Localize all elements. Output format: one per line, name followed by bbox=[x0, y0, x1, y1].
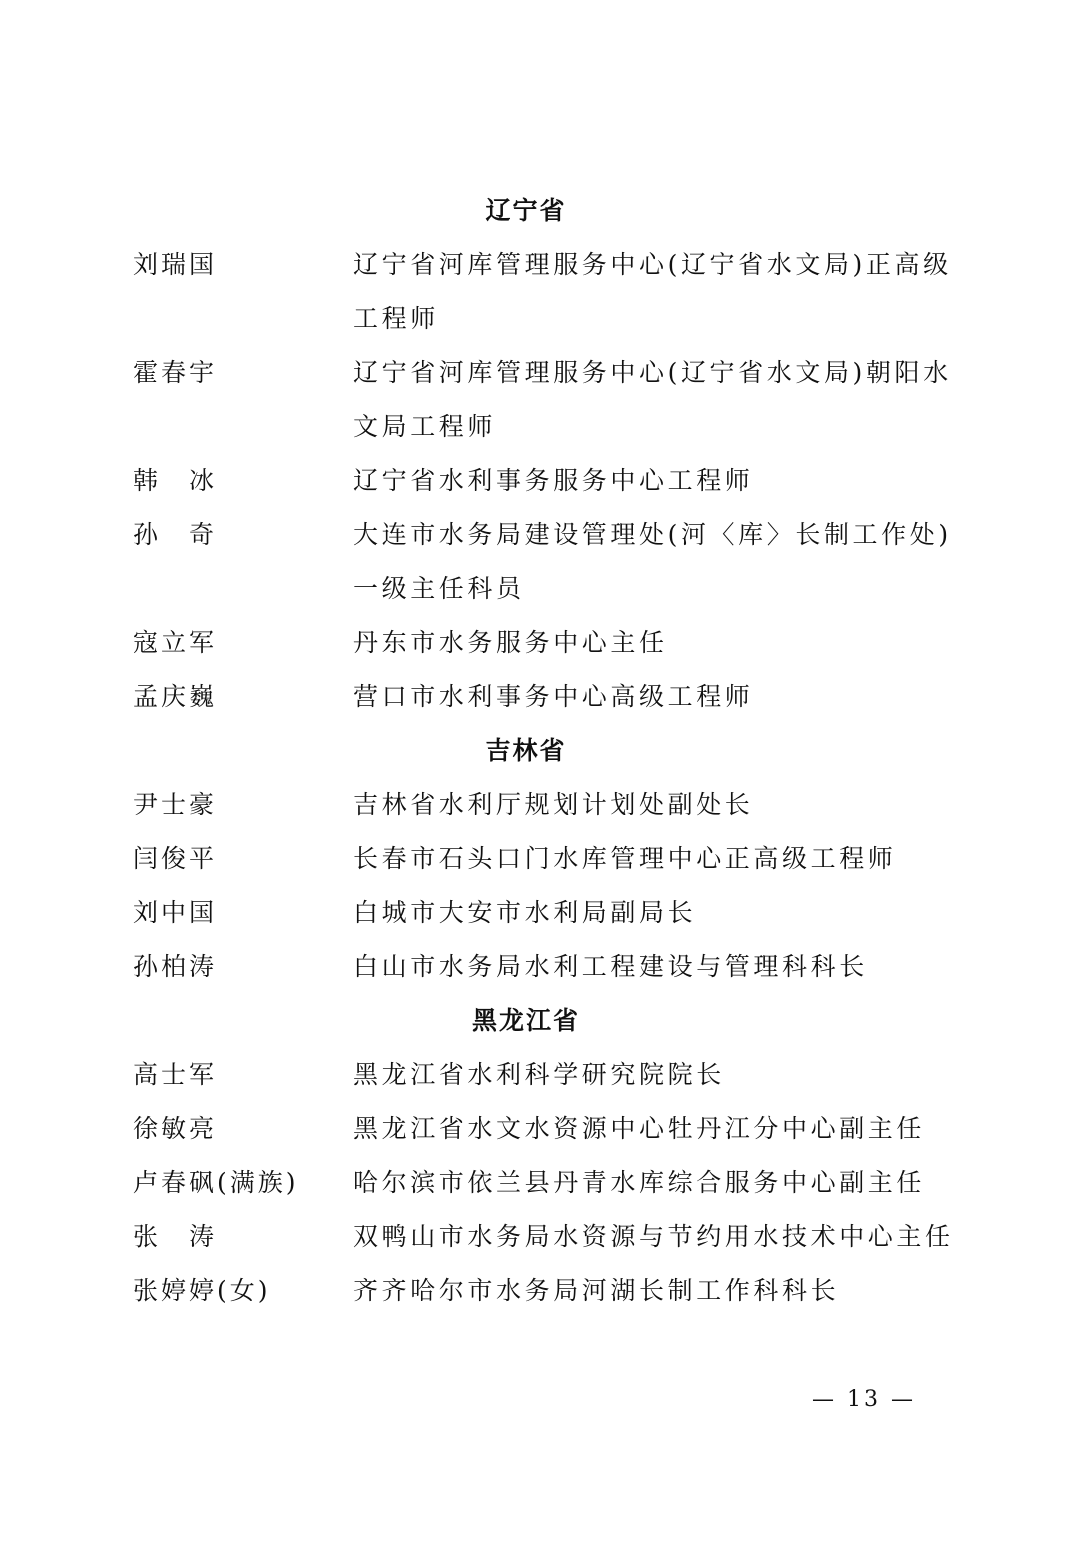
list-item bbox=[133, 1264, 963, 1318]
person-name: 孙柏涛 bbox=[133, 952, 218, 981]
list-item bbox=[133, 1156, 963, 1210]
person-name: 高士军 bbox=[133, 1060, 218, 1089]
list-item bbox=[133, 238, 963, 346]
person-name: 尹士豪 bbox=[133, 790, 218, 819]
section-title-liaoning: 辽宁省 bbox=[485, 196, 567, 225]
person-title: 吉林省水利厅规划计划处副处长 bbox=[353, 790, 754, 819]
person-name: 徐敏亮 bbox=[133, 1114, 218, 1143]
person-name: 寇立军 bbox=[133, 628, 218, 657]
person-name: 卢春砜(满族) bbox=[133, 1168, 299, 1197]
person-name: 韩 冰 bbox=[133, 466, 218, 495]
list-item bbox=[133, 1102, 963, 1156]
section-title-jilin: 吉林省 bbox=[485, 736, 567, 765]
list-item bbox=[133, 508, 963, 616]
person-title: 营口市水利事务中心高级工程师 bbox=[353, 682, 754, 711]
person-title: 长春市石头口门水库管理中心正高级工程师 bbox=[353, 844, 897, 873]
person-title: 白山市水务局水利工程建设与管理科科长 bbox=[353, 952, 868, 981]
person-name: 张婷婷(女) bbox=[133, 1276, 271, 1305]
person-title: 黑龙江省水文水资源中心牡丹江分中心副主任 bbox=[353, 1114, 926, 1143]
name-list bbox=[133, 184, 963, 1318]
list-item bbox=[133, 616, 963, 670]
list-item bbox=[133, 454, 963, 508]
person-title: 辽宁省水利事务服务中心工程师 bbox=[353, 466, 754, 495]
list-item bbox=[133, 940, 963, 994]
person-name: 张 涛 bbox=[133, 1222, 218, 1251]
list-item bbox=[133, 670, 963, 724]
list-item bbox=[133, 1048, 963, 1102]
person-title: 黑龙江省水利科学研究院院长 bbox=[353, 1060, 725, 1089]
section-title-heilongjiang: 黑龙江省 bbox=[471, 1006, 580, 1035]
person-name: 孙 奇 bbox=[133, 520, 218, 549]
person-title: 双鸭山市水务局水资源与节约用水技术中心主任 bbox=[353, 1222, 954, 1251]
person-title: 大连市水务局建设管理处(河〈库〉长制工作处)一级主任科员 bbox=[353, 520, 952, 603]
list-item bbox=[133, 346, 963, 454]
page-number: — 13 — bbox=[812, 1387, 916, 1412]
person-title: 丹东市水务服务中心主任 bbox=[353, 628, 668, 657]
person-name: 刘瑞国 bbox=[133, 250, 218, 279]
person-title: 哈尔滨市依兰县丹青水库综合服务中心副主任 bbox=[353, 1168, 926, 1197]
person-name: 孟庆巍 bbox=[133, 682, 218, 711]
person-name: 刘中国 bbox=[133, 898, 218, 927]
list-item bbox=[133, 778, 963, 832]
list-item bbox=[133, 886, 963, 940]
person-title: 齐齐哈尔市水务局河湖长制工作科科长 bbox=[353, 1276, 840, 1305]
person-name: 闫俊平 bbox=[133, 844, 218, 873]
list-item bbox=[133, 832, 963, 886]
person-title: 辽宁省河库管理服务中心(辽宁省水文局)正高级工程师 bbox=[353, 250, 952, 333]
person-name: 霍春宇 bbox=[133, 358, 218, 387]
list-item bbox=[133, 1210, 963, 1264]
person-title: 辽宁省河库管理服务中心(辽宁省水文局)朝阳水文局工程师 bbox=[353, 358, 952, 441]
person-title: 白城市大安市水利局副局长 bbox=[353, 898, 697, 927]
